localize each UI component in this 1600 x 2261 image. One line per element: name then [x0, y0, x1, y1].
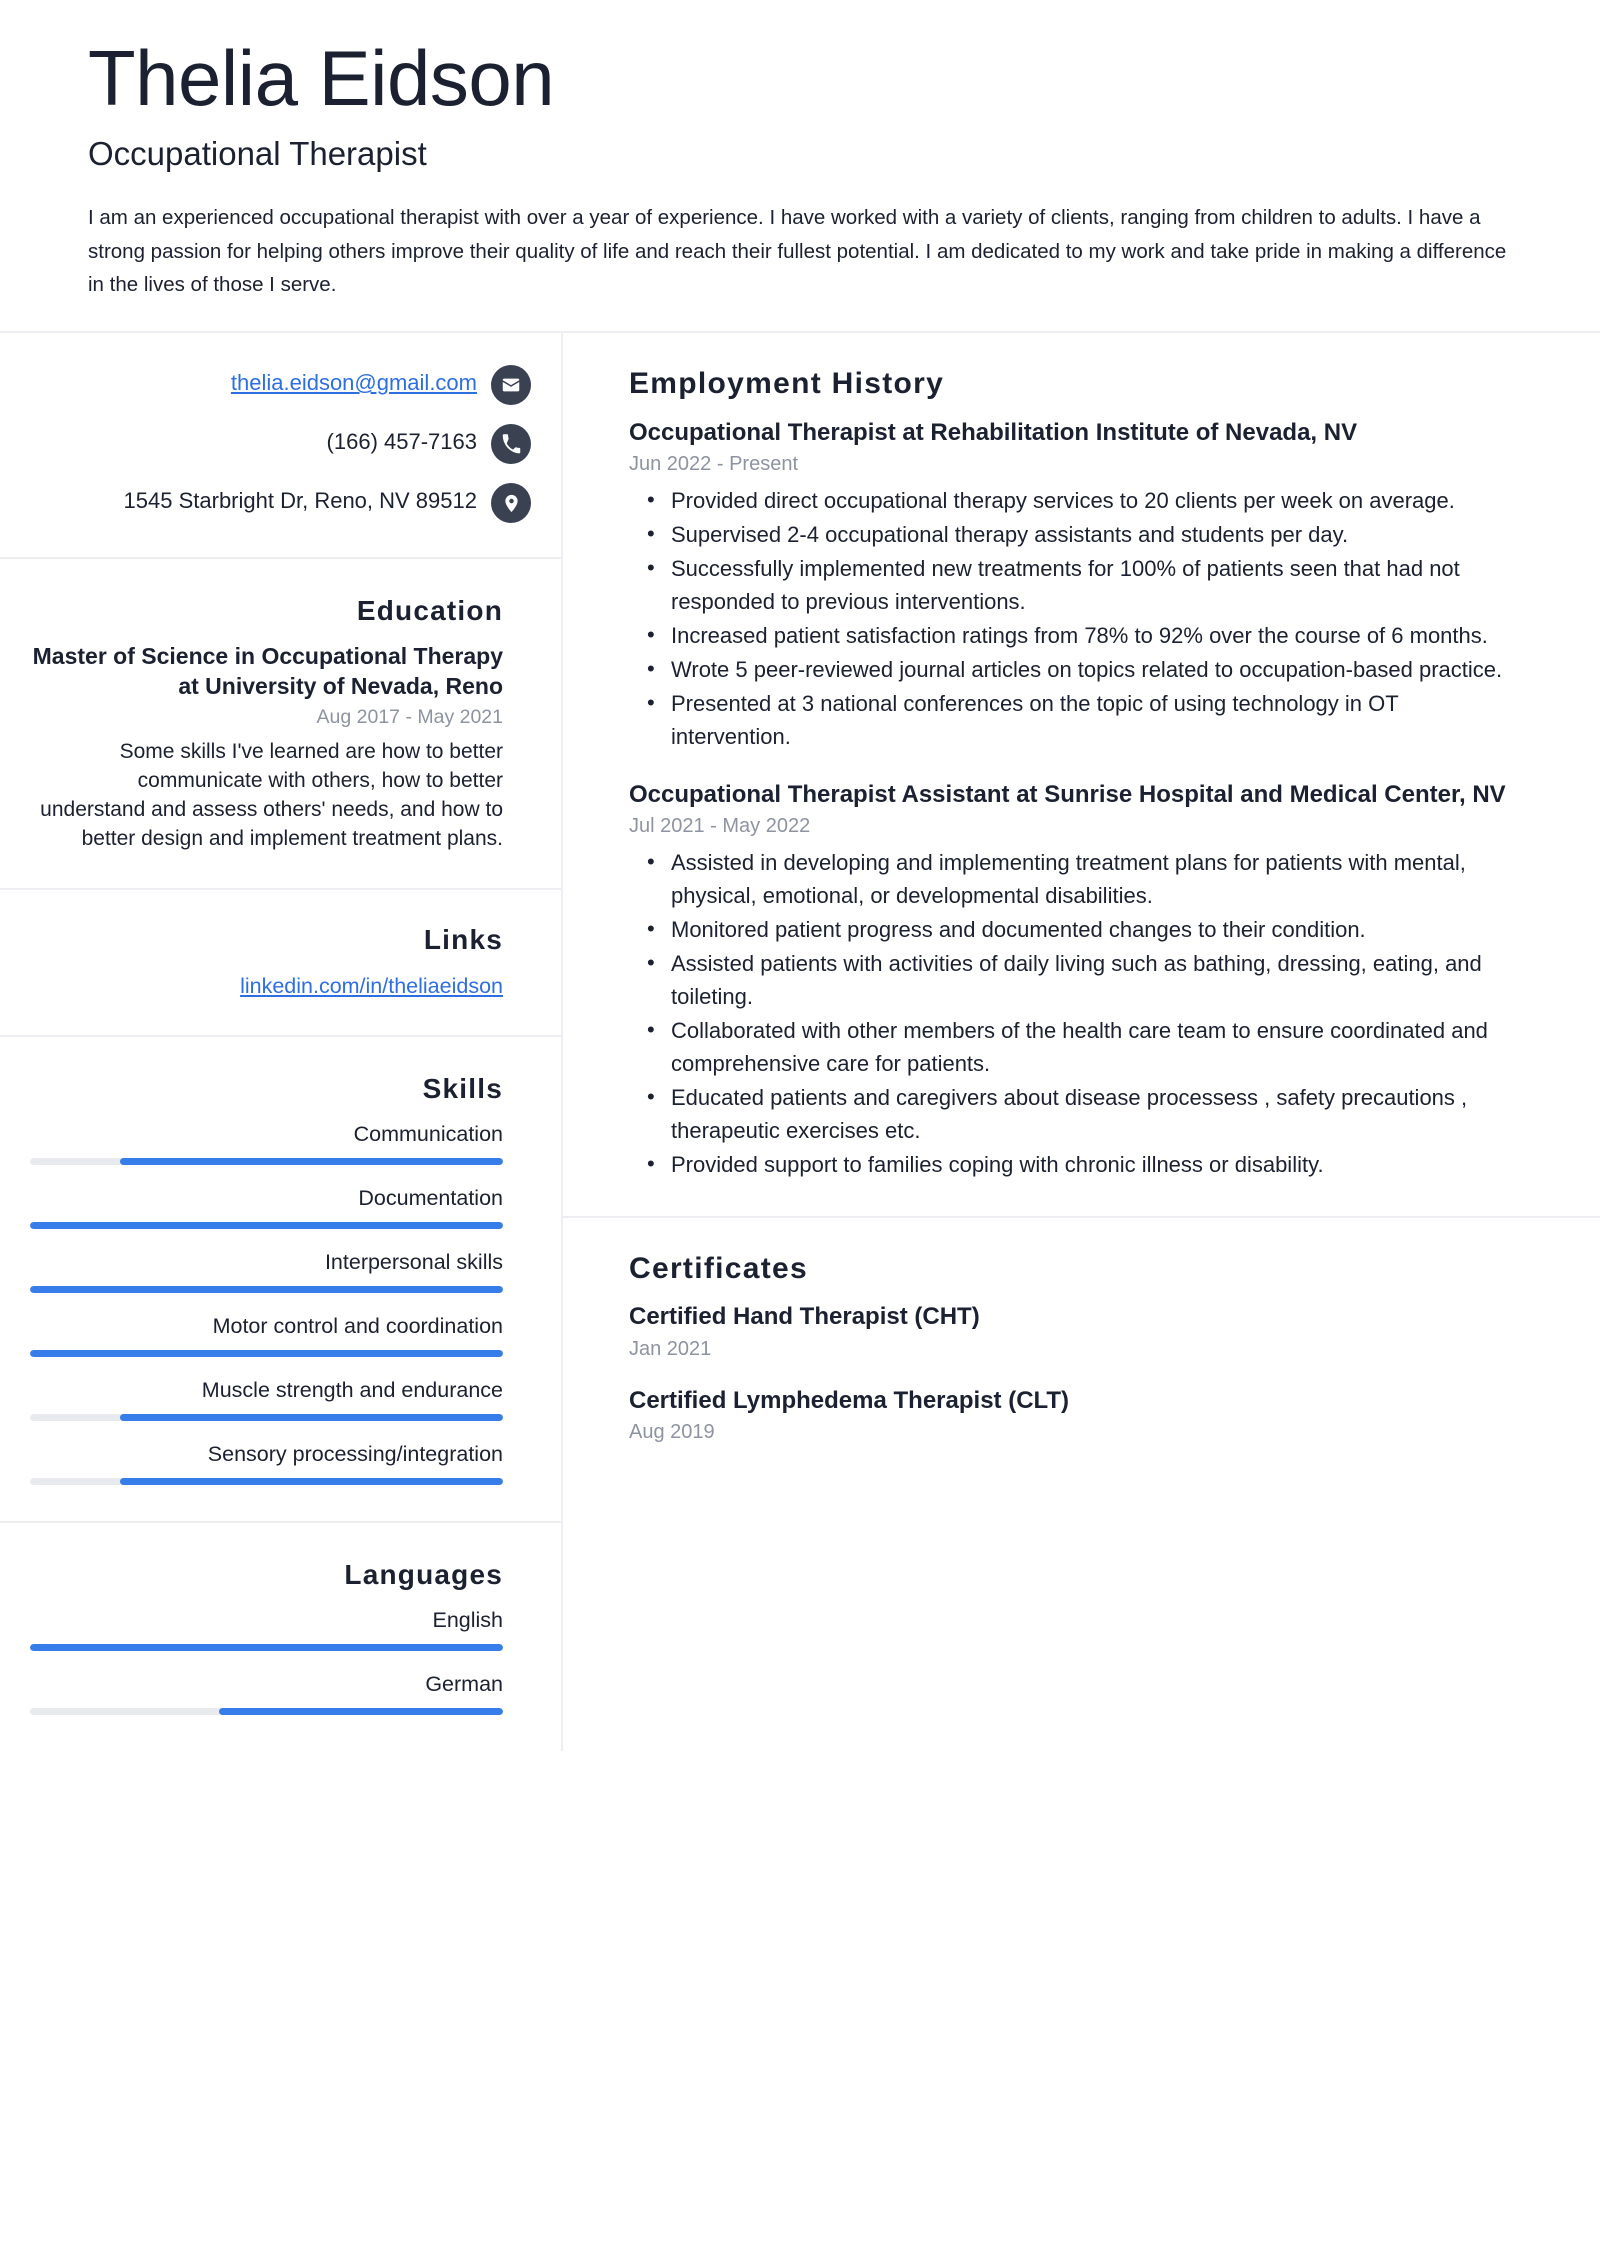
profile-summary: I am an experienced occupational therapist with over a year of experience. I have worked with a variety of clients, ranging from children to adults. I have a strong passion for helping others improve their quality of life and reach their fullest potential. I am dedicated to my work and take pride in making a difference in the lives of those I serve.: [88, 206, 1507, 296]
contact-row-address: [30, 481, 531, 523]
employment-list: [629, 417, 1522, 1181]
certificates-heading: Certificates: [629, 1251, 809, 1285]
employment-bullet: • Increased patient satisfaction ratings from 78% to 92% over the course of 6 months.: [671, 619, 1522, 652]
skill-level-track: [30, 1158, 503, 1165]
employment-bullet: • Assisted in developing and implementing treatment plans for patients with mental, physical, emotional, or developmental disabilities.: [671, 846, 1522, 912]
employment-entry-title: Occupational Therapist Assistant at Sunrise Hospital and Medical Center, NV: [629, 780, 1506, 808]
skill-level-fill: [30, 1222, 503, 1229]
education-heading: Education: [356, 595, 503, 627]
employment-bullet: • Collaborated with other members of the health care team to ensure coordinated and comprehensive care for patients.: [671, 1014, 1522, 1080]
certificate-title: Certified Lymphedema Therapist (CLT): [629, 1386, 1070, 1414]
skill-level-fill: [120, 1478, 503, 1485]
contact-row-email[interactable]: [30, 363, 531, 405]
main-column: [563, 333, 1600, 1751]
skill-level-track: [30, 1286, 503, 1293]
skill-item: [30, 1376, 503, 1421]
language-item: [30, 1606, 503, 1651]
contact-block: [0, 333, 561, 559]
skill-label: Communication: [353, 1122, 503, 1147]
skills-list: [30, 1120, 503, 1485]
education-entry: [30, 642, 503, 854]
certificate-date: Aug 2019: [629, 1420, 715, 1443]
skill-level-fill: [30, 1286, 503, 1293]
employment-bullet-list: [629, 846, 1522, 1181]
links-section: [0, 890, 561, 1037]
certificate-date: Jan 2021: [629, 1337, 712, 1360]
linkedin-link[interactable]: linkedin.com/in/theliaeidson: [240, 974, 503, 999]
employment-entry-date: Jul 2021 - May 2022: [629, 814, 811, 837]
education-section: [0, 559, 561, 890]
email-link[interactable]: thelia.eidson@gmail.com: [230, 370, 477, 396]
education-degree: Master of Science in Occupational Therapy at University of Nevada, Reno: [32, 643, 503, 699]
skill-item: [30, 1184, 503, 1229]
certificate-entry: [629, 1385, 1522, 1446]
employment-bullet: • Wrote 5 peer-reviewed journal articles on topics related to occupation-based practice.: [671, 653, 1522, 686]
envelope-icon: [491, 365, 531, 405]
employment-section: [563, 333, 1600, 1218]
employment-bullet: • Supervised 2-4 occupational therapy assistants and students per day.: [671, 518, 1522, 551]
employment-entry-date: Jun 2022 - Present: [629, 452, 798, 475]
skill-label: Interpersonal skills: [324, 1250, 503, 1275]
skill-level-fill: [120, 1414, 503, 1421]
skill-level-track: [30, 1414, 503, 1421]
languages-list: [30, 1606, 503, 1715]
employment-bullet: • Provided direct occupational therapy services to 20 clients per week on average.: [671, 484, 1522, 517]
employment-entry: [629, 779, 1522, 1181]
languages-section: [0, 1523, 561, 1751]
certificate-entry: [629, 1301, 1522, 1362]
skills-section: [0, 1037, 561, 1523]
skill-label: Sensory processing/integration: [207, 1442, 503, 1467]
phone-number: (166) 457-7163: [326, 429, 477, 455]
skill-item: [30, 1248, 503, 1293]
skill-label: Muscle strength and endurance: [201, 1378, 503, 1403]
employment-heading: Employment History: [629, 367, 945, 401]
skill-level-track: [30, 1350, 503, 1357]
language-level-track: [30, 1708, 503, 1715]
skills-heading: Skills: [422, 1073, 503, 1105]
employment-bullet: • Monitored patient progress and documented changes to their condition.: [671, 913, 1522, 946]
address-text: 1545 Starbright Dr, Reno, NV 89512: [123, 488, 477, 514]
employment-bullet: • Educated patients and caregivers about disease processess , safety precautions , therapeutic exercises etc.: [671, 1081, 1522, 1147]
language-label: English: [432, 1608, 503, 1633]
language-item: [30, 1670, 503, 1715]
languages-heading: Languages: [344, 1559, 503, 1591]
skill-item: [30, 1312, 503, 1357]
employment-entry-title: Occupational Therapist at Rehabilitation Institute of Nevada, NV: [629, 418, 1358, 446]
skill-label: Documentation: [358, 1186, 503, 1211]
language-level-fill: [30, 1644, 503, 1651]
skill-item: [30, 1120, 503, 1165]
location-pin-icon: [491, 483, 531, 523]
job-title: Occupational Therapist: [88, 134, 427, 172]
certificates-list: [629, 1301, 1522, 1445]
education-description: Some skills I've learned are how to better communicate with others, how to better understand and assess others' needs, and how to better design and implement treatment plans.: [40, 740, 503, 851]
employment-bullet-list: [629, 484, 1522, 753]
full-name: Thelia Eidson: [88, 34, 555, 122]
employment-entry: [629, 417, 1522, 753]
employment-bullet: • Successfully implemented new treatments for 100% of patients seen that had not responded to previous interventions.: [671, 552, 1522, 618]
employment-bullet: • Assisted patients with activities of daily living such as bathing, dressing, eating, and toileting.: [671, 947, 1522, 1013]
skill-level-track: [30, 1222, 503, 1229]
resume-header: [0, 0, 1600, 333]
language-level-fill: [219, 1708, 503, 1715]
phone-icon: [491, 424, 531, 464]
resume-body: [0, 333, 1600, 1751]
skill-level-fill: [30, 1350, 503, 1357]
skill-item: [30, 1440, 503, 1485]
language-level-track: [30, 1644, 503, 1651]
education-date: Aug 2017 - May 2021: [316, 705, 503, 728]
language-label: German: [425, 1672, 503, 1697]
contact-row-phone: [30, 422, 531, 464]
sidebar: [0, 333, 563, 1751]
skill-label: Motor control and coordination: [212, 1314, 503, 1339]
employment-bullet: • Provided support to families coping with chronic illness or disability.: [671, 1148, 1522, 1181]
skill-level-fill: [120, 1158, 503, 1165]
employment-bullet: • Presented at 3 national conferences on the topic of using technology in OT intervention.: [671, 687, 1522, 753]
certificate-title: Certified Hand Therapist (CHT): [629, 1303, 980, 1331]
certificates-section: [563, 1218, 1600, 1480]
links-heading: Links: [423, 924, 503, 956]
skill-level-track: [30, 1478, 503, 1485]
